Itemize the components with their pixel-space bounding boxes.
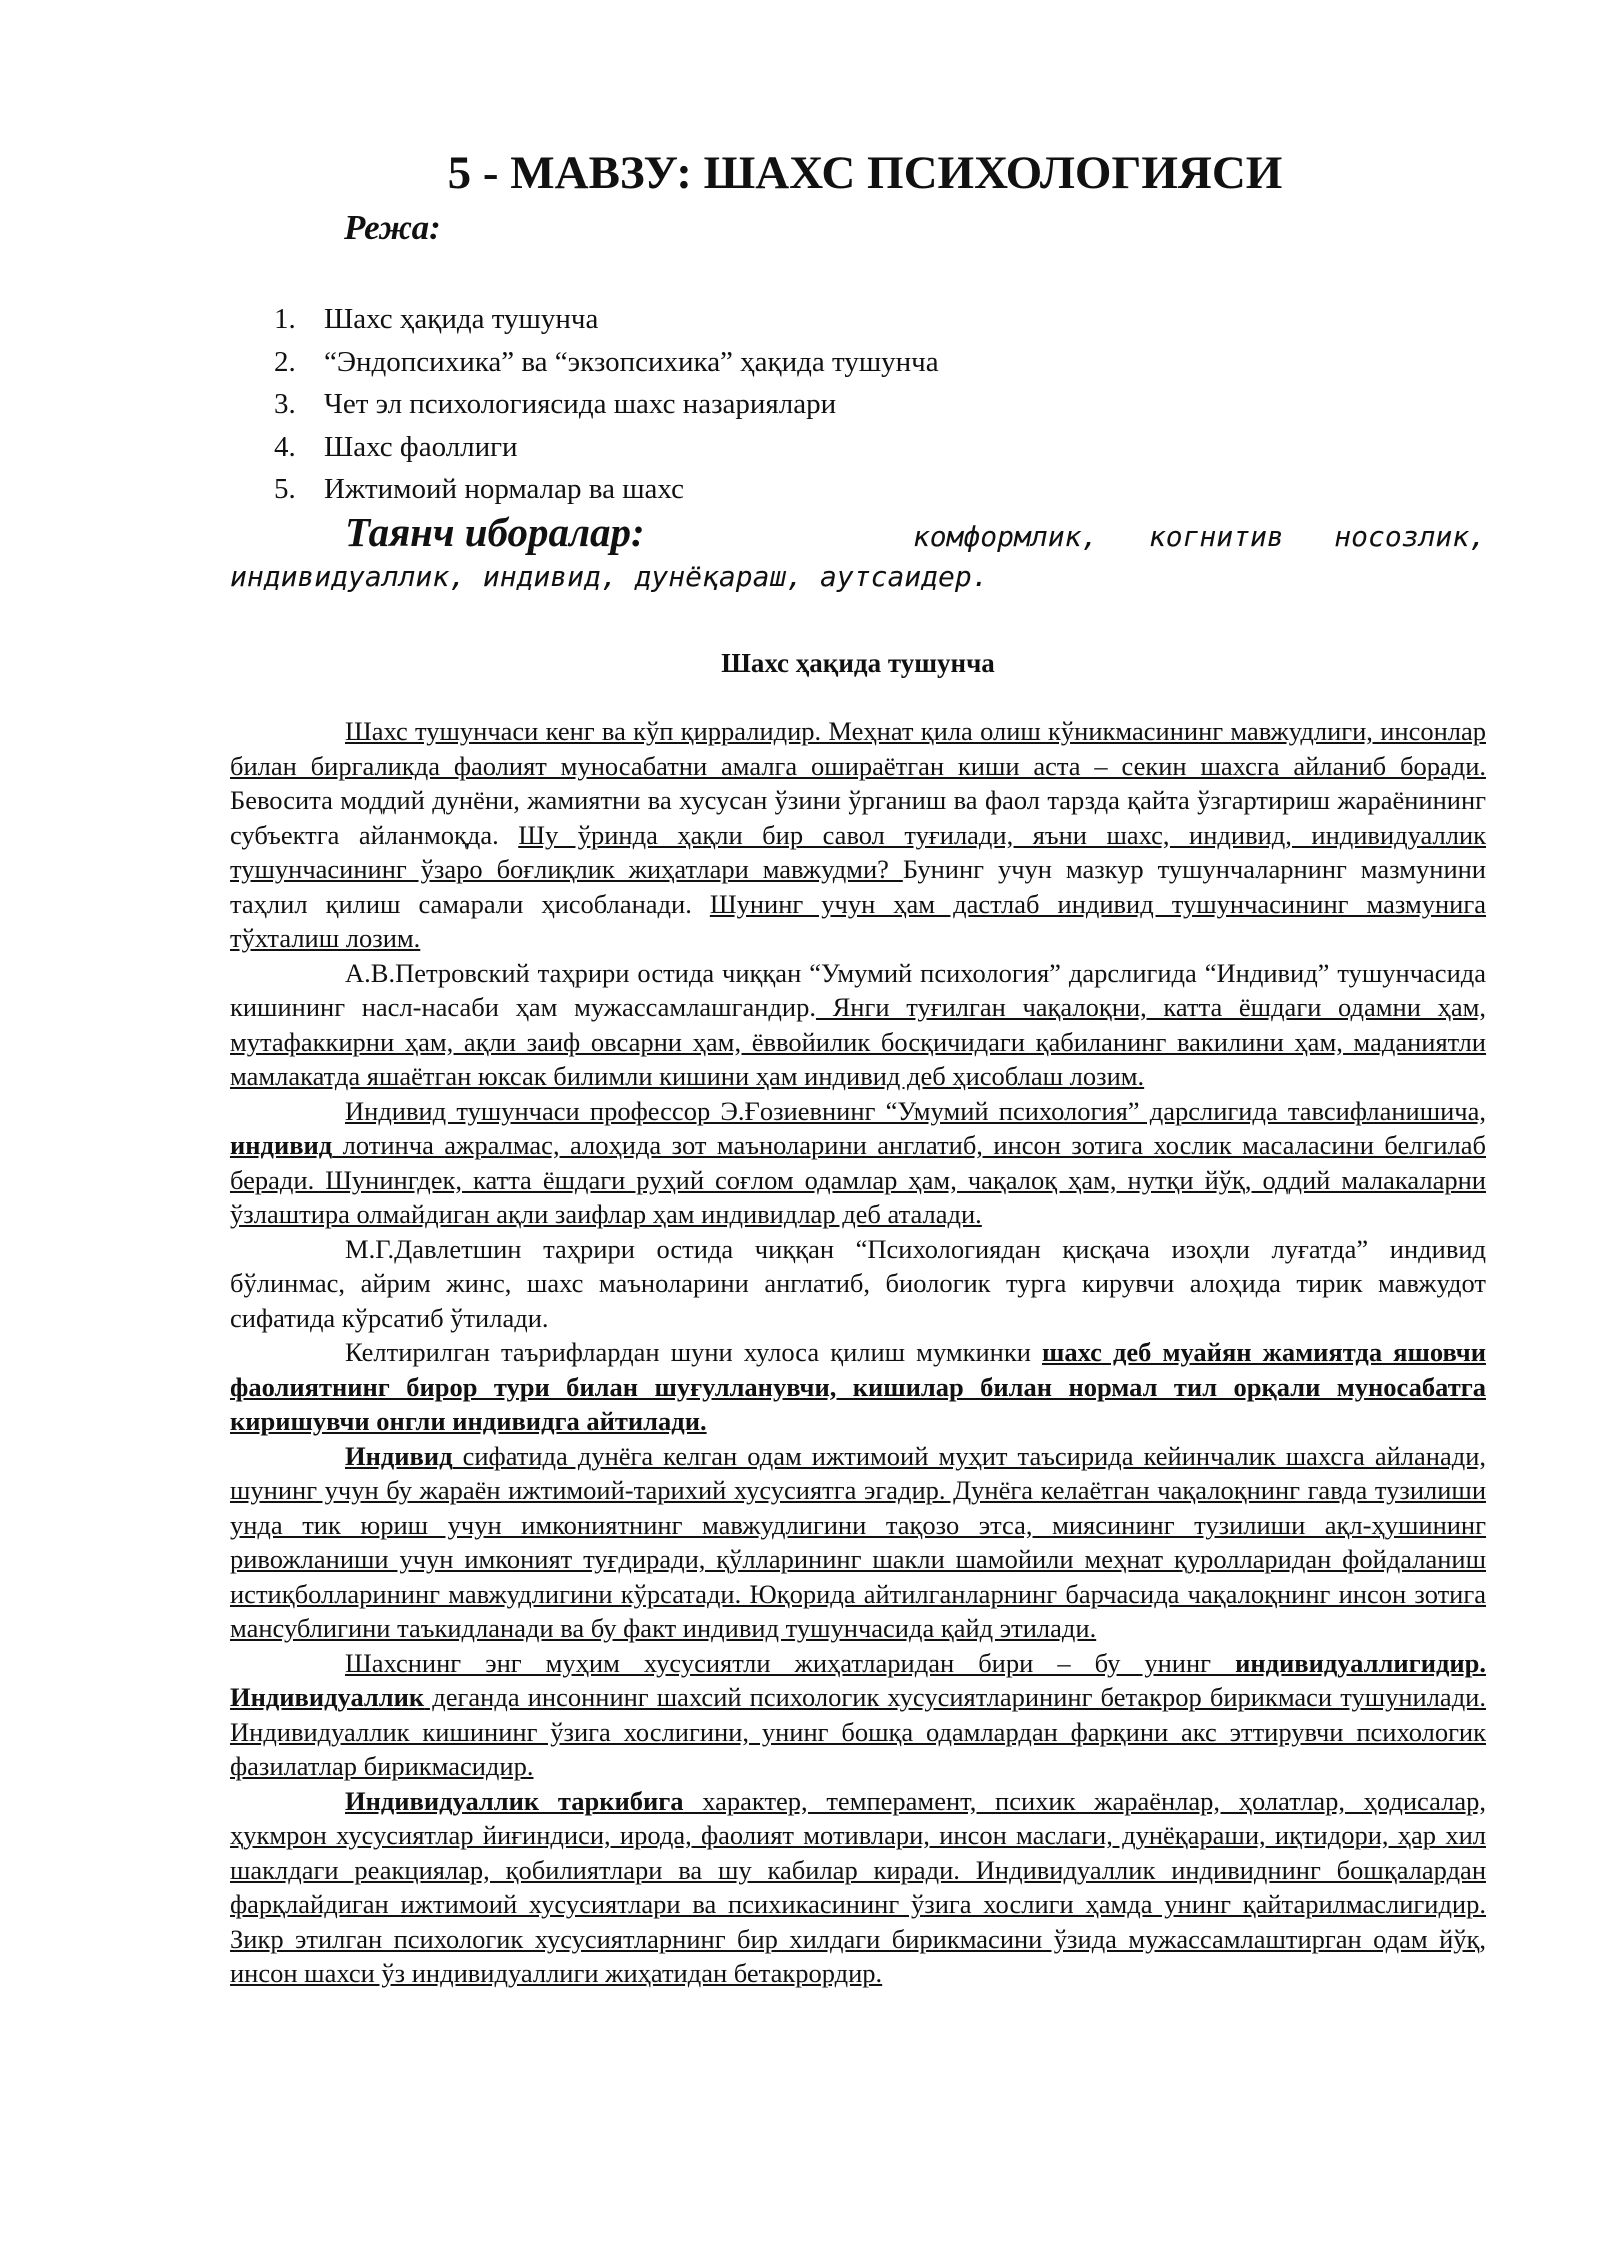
text-run: Бевосита моддий дунёни, жамиятни ва хусусан ўзини ўрганиш ва фаол тарзда қайта ўзгартириш жараёнининг субъектга айланмоқда. (230, 785, 1486, 850)
paragraph-1 (230, 714, 1486, 956)
text-run: Янги туғилган чақалоқни, катта ёшдаги одамни ҳам, мутафаккирни ҳам, ақли заиф овсарни ҳам, ёввойилик босқичидаги қабиланинг вакилини ҳам, маданиятли мамлакатда яшаётган юксак билимли кишини ҳам индивид деб ҳисоблаш лозим. (230, 992, 1486, 1091)
paragraph-4: М.Г.Давлетшин таҳрири остида чиққан “Психологиядан қисқача изоҳли луғатда” индивид бўлинмас, айрим жинс, шахс маъноларини англатиб, биологик турга кирувчи алоҳида тирик мавжудот сифатида кўрсатиб ўтилади. (230, 1233, 1486, 1333)
paragraph-2 (230, 956, 1486, 1094)
list-item-text: Чет эл психологиясида шахс назариялари (324, 388, 837, 420)
list-item (274, 426, 939, 469)
list-number: 2. (274, 345, 296, 378)
text-run: характер, темперамент, психик жараёнлар, ҳолатлар, ҳодисалар, ҳукмрон хусусиятлар йиғиндиси, ирода, фаолият мотивлари, инсон маслаги, дунёқараши, иқтидори, ҳар хил шаклдаги реакциялар, қобилиятлари ва шу кабилар киради. Индивидуаллик индивиднинг бошқалардан фарқлайдиган ижтимоий хусусиятлари ва психикасининг ўзига хослиги ҳамда унинг қайтарилмаслигидир. Зикр этилган психологик хусусиятларнинг бир хилдаги бирикмасини ўзида мужассамлаштирган одам йўқ, инсон шахси ўз индивидуаллиги жиҳатидан бетакрордир. (230, 1785, 1486, 1988)
list-item (274, 383, 939, 426)
keywords-text-2: индивидуаллик, индивид, дунёқараш, аутсаидер. (230, 560, 989, 593)
keywords-line-1 (230, 508, 1486, 558)
page-title: 5 - МАВЗУ: ШАХС ПСИХОЛОГИЯСИ (447, 147, 1283, 199)
keywords-text-1: комформлик, когнитив носозлик, (912, 520, 1486, 553)
bold-run: индивидуаллигидир. Индивидуаллик (230, 1647, 1486, 1712)
list-item (274, 468, 939, 511)
bold-run: Индивид (345, 1440, 453, 1471)
bold-run: шахс деб муайян жамиятда яшовчи фаолиятнинг бирор тури билан шуғулланувчи, кишилар билан нормал тил орқали муносабатга киришувчи онгли индивидга айтилади. (230, 1337, 1486, 1436)
plan-heading: Режа: (344, 208, 441, 247)
list-item-text: “Эндопсихика” ва “экзопсихика” ҳақида тушунча (324, 345, 939, 378)
bold-run: индивид (230, 1130, 333, 1160)
text-run: Индивид тушунчаси профессор Э.Ғозиевнинг “Умумий психология” дарслигида тавсифланишича, (345, 1095, 1486, 1126)
text-run: деганда инсоннинг шахсий психологик хусусиятларининг бетакрор бирикмаси тушунилади. Индивидуаллик кишининг ўзига хослигини, унинг бошқа одамлардан фарқини акс эттирувчи психологик фазилатлар бирикмасидир. (230, 1682, 1486, 1781)
paragraph-7 (230, 1646, 1486, 1784)
list-item-text: Шахс фаоллиги (324, 430, 518, 463)
list-item-text: Шахс ҳақида тушунча (324, 303, 599, 335)
list-number: 5. (274, 473, 296, 505)
list-number: 1. (274, 303, 296, 335)
keywords-block (230, 508, 1486, 593)
text-run: Бунинг учун мазкур тушунчаларнинг мазмунини таҳлил қилиш самарали ҳисобланади. (230, 854, 1486, 919)
text-run: Шахснинг энг муҳим хусусиятли жиҳатларидан бири – бу унинг (345, 1647, 1236, 1678)
bold-run: Индивидуаллик таркибига (345, 1785, 684, 1816)
paragraph-8 (230, 1784, 1486, 1991)
list-item (274, 341, 939, 384)
text-run: лотинча ажралмас, алоҳида зот маъноларини англатиб, инсон зотига хослик масаласини белгилаб беради. Шунингдек, катта ёшдаги руҳий соғлом одамлар ҳам, чақалоқ ҳам, нутқи йўқ, оддий малакаларни ўзлаштира олмайдиган ақли заифлар ҳам индивидлар деб аталади. (230, 1130, 1486, 1229)
list-number: 4. (274, 430, 296, 463)
text-run: Шунинг учун ҳам дастлаб индивид тушунчасининг мазмунига тўхталиш лозим. (230, 888, 1486, 953)
text-run: сифатида дунёга келган одам ижтимоий муҳит таъсирида кейинчалик шахсга айланади, шунинг учун бу жараён ижтимоий-тарихий хусусиятга эгадир. Дунёга келаётган чақалоқнинг гавда тузилиши унда тик юриш учун имкониятнинг мавжудлигини тақозо этса, миясининг тузилиши ақл-ҳушининг ривожланиши учун имконият туғдиради, қўлларининг шакли шамойили меҳнат қуролларидан фойдаланиш истиқболларининг мавжудлигини кўрсатади. Юқорида айтилганларнинг барчасида чақалоқнинг инсон зотига мансублигини таъкидланади ва бу факт индивид тушунчасида қайд этилади. (230, 1440, 1486, 1643)
list-number: 3. (274, 388, 296, 420)
text-run: Шахс тушунчаси кенг ва кўп қирралидир. Меҳнат қила олиш кўникмасининг мавжудлиги, инсонлар билан биргаликда фаолият муносабатни амалга ошираётган киши аста – секин шахсга айланиб боради. (230, 716, 1486, 781)
text-run: Келтирилган таърифлардан шуни хулоса қилиш мумкинки (345, 1337, 1042, 1367)
plan-list (274, 298, 939, 511)
body-text (230, 714, 1486, 1991)
list-item (274, 298, 939, 341)
text-run: А.В.Петровский таҳрири остида чиққан “Умумий психология” дарслигида “Индивид” тушунчасида кишининг насл-насаби ҳам мужассамлашгандир. (230, 957, 1486, 1022)
section-heading: Шахс ҳақида тушунча (721, 648, 995, 678)
keywords-label: Таянч иборалар: (345, 509, 645, 555)
list-item-text: Ижтимоий нормалар ва шахс (324, 473, 684, 505)
paragraph-3 (230, 1094, 1486, 1232)
paragraph-6 (230, 1439, 1486, 1646)
paragraph-5 (230, 1335, 1486, 1439)
text-run: Шу ўринда ҳақли бир савол туғилади, яъни шахс, индивид, индивидуаллик тушунчасининг ўзаро боғлиқлик жиҳатлари мавжудми? (230, 819, 1487, 884)
